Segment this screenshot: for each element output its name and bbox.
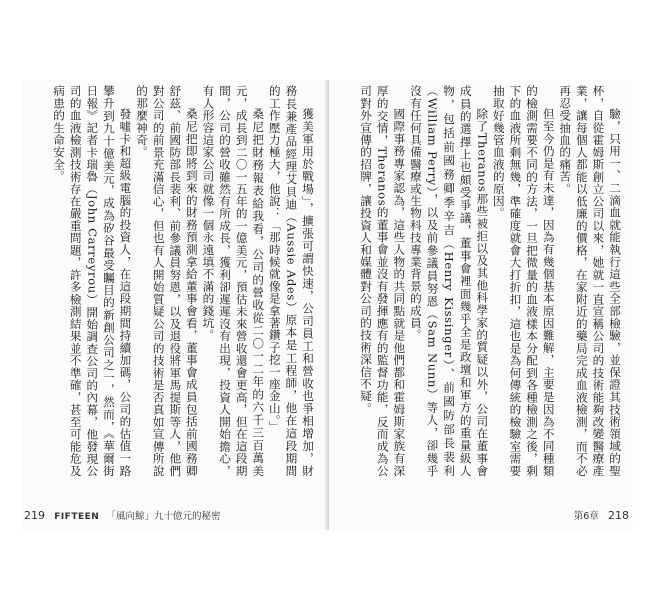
book-spread: [22, 80, 633, 530]
right-page-body: [343, 85, 623, 477]
right-page: [329, 80, 633, 530]
left-paragraph: 桑尼把財務報表給我看，公司的營收從二〇一二年的六千三百萬美元，成長到二〇一五年的一億美元，預估未來營收還會更高，但在這段期間，公司的營收雖然有所成長，獲利卻遲遲沒有出現，投資人開始擔心，有人形容這家公司就像一個永遠填不滿的錢坑。: [201, 85, 266, 477]
left-page: [22, 80, 326, 530]
page-number: 219: [24, 509, 45, 522]
right-paragraph: 但至今仍是有未達，因為有幾個基本原因難解，主要是因為不同種類的檢測需要不同的方法，一旦把微量的血液樣本分配到各種檢測之後，剩下的血液所剩無幾，準確度就會大打折扣，這也是為何傳統的檢驗室需要抽取好幾管血液的原因。: [491, 85, 556, 477]
page-number: 218: [608, 509, 629, 522]
running-head: 第6章: [573, 511, 599, 522]
right-paragraph: 除了Theranos那些被拒以及其他科學家的質疑以外，公司在董事會成員的選擇上也頗受爭議，董事會裡面幾乎全是政壇和軍方的重量級人物，包括前國務卿季辛吉（Henry Kissinger）、前國防部長裴利（William Perry），以及前參議員努恩（Sam Nunn）等人，卻幾乎沒有任何具備醫療或生物科技專業背景的成員。: [408, 85, 490, 477]
left-page-footer: [24, 508, 221, 522]
left-paragraph: 發噓卡和超級電腦的投資人，在這段期間持續加碼，公司的估值一路攀升到九十億美元，成為矽谷最受矚目的新創公司之一，然而，《華爾街日報》記者卡瑞魯（John Carreyrou）開始調查公司的內幕，他發現公司的血液檢測技術存在嚴重問題，許多檢測結果並不準確，甚至可能危及病患的生命安全。: [52, 85, 133, 477]
running-head-en: FIFTEEN: [54, 512, 100, 522]
left-page-body: [38, 85, 316, 477]
running-head: 「風向鯨」九十億元的秘密: [106, 511, 221, 522]
right-paragraph: 國際事務專家認為，這些人物的共同點就是他們都和霍姆斯家族有深厚的交情，Theranos的董事會並沒有發揮應有的監督功能，反而成為公司對外宣傳的招牌，讓投資人和媒體對公司的技術深信不疑。: [359, 85, 407, 477]
right-page-footer: [574, 508, 629, 522]
left-paragraph: 桑尼把即將到來的財務預測拿給董事會看，董事會成員包括前國務卿舒茲、前國防部長裴利、前參議員努恩，以及退役將軍馬提斯等人，他們對公司的前景充滿信心，但也有人開始質疑公司的技術是否真如宣傳所說的那麼神奇。: [135, 85, 199, 477]
left-paragraph: 獲美軍用於戰場」，擴張可謂快速，公司員工和營收也爭相增加，財務長兼產品經理艾貝迪（Aussie Ades）原本是工程師，他在這段期間的工作壓力極大，他說：「那時候就像是拿著鑽子挖一座金山。」: [267, 85, 315, 477]
right-paragraph: 驗，只用一、二滴血就能執行這些全部檢驗，並保證其技術領域的聖杯，自從霍姆斯創立公司以來，她就一直宣稱公司的技術能夠改變醫療產業，讓每個人都能以低廉的價格，在家附近的藥局完成血液檢測，而不必再忍受抽血的痛苦。: [558, 85, 622, 477]
